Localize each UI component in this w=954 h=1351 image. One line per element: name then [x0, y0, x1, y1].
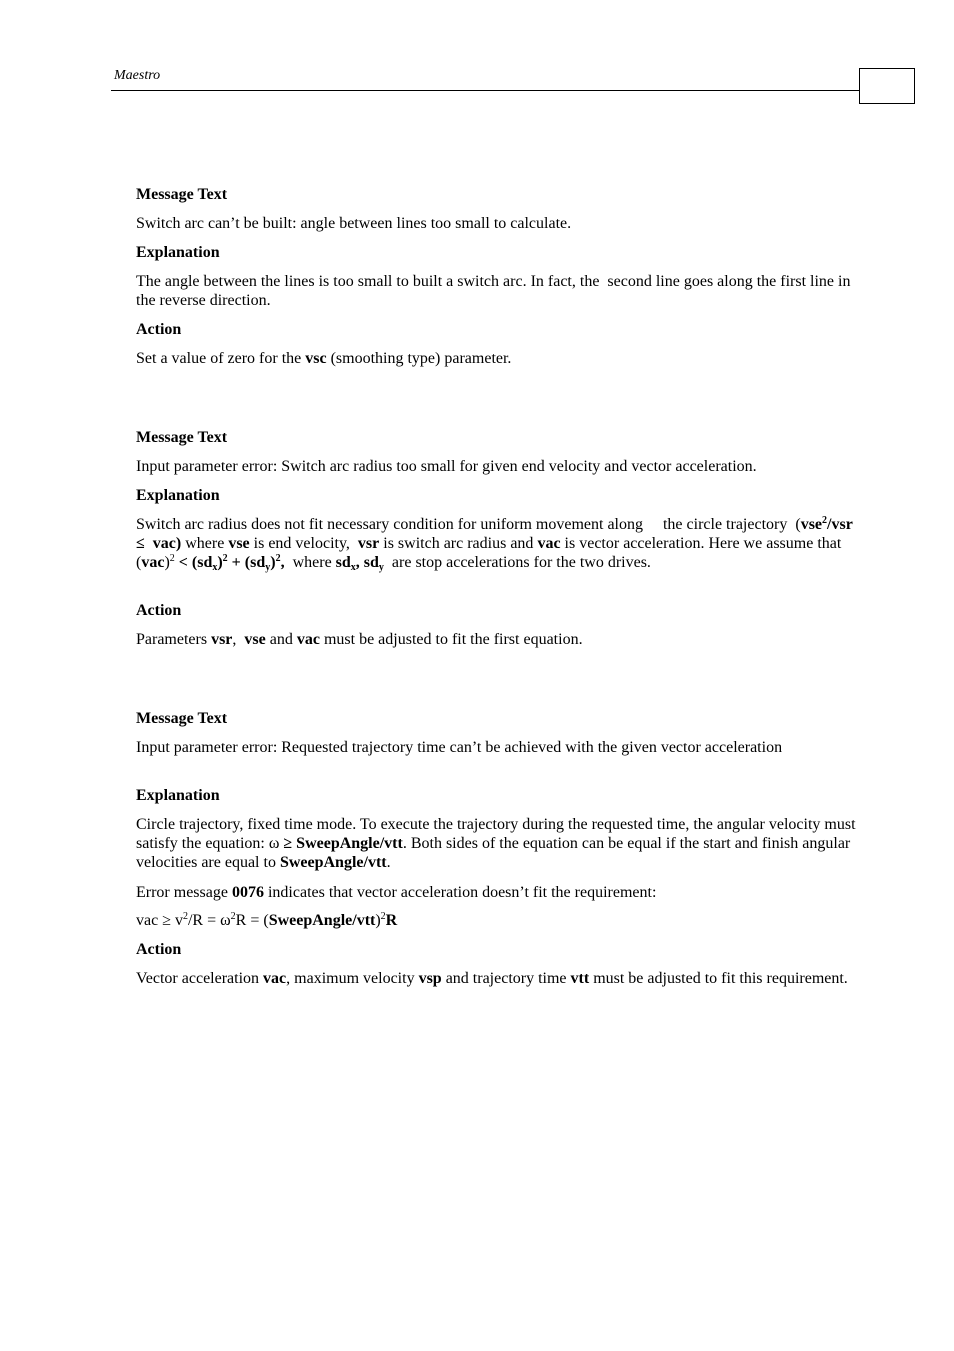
error-message-text: Error message 0076 indicates that vector acceleration doesn’t fit the requirement: — [136, 884, 657, 901]
action-text: Vector acceleration vac, maximum velocity vsp and trajectory time vtt must be adjusted to fit this requirement. — [136, 970, 848, 987]
formula: vac ≥ $v^2/R = \omega^2R$ = (SweepAngle/vtt)$^2$R — [136, 911, 398, 929]
explanation-text: Switch arc radius does not fit necessary condition for uniform movement along the circle trajectory (vse$^2$/vsr ≤ vac) where vse is end velocity, vsr is switch arc radius and vac is vector acceleration. Here we assume that $(vac)^2 < (sd_x)^2 + (sd_y)^2$, where $sd_x$, $sd_y$ are stop accelerations for the two drives. — [136, 515, 857, 573]
message-text-heading: Message Text — [136, 710, 228, 727]
explanation-heading: Explanation — [136, 487, 220, 504]
action-text: Set a value of zero for the vsc (smoothing type) parameter. — [136, 350, 512, 367]
explanation-text: The angle between the lines is too small to built a switch arc. In fact, the second line goes along the first line in the reverse direction. — [136, 273, 855, 309]
message-text-heading: Message Text — [136, 186, 228, 203]
action-text: Parameters vsr, vse and vac must be adjusted to fit the first equation. — [136, 631, 583, 648]
explanation-heading: Explanation — [136, 787, 220, 804]
message-text: Input parameter error: Switch arc radius too small for given end velocity and vector acceleration. — [136, 458, 757, 475]
explanation-heading: Explanation — [136, 244, 220, 261]
action-heading: Action — [136, 321, 182, 338]
message-text-heading: Message Text — [136, 429, 228, 446]
page-number-box — [859, 68, 915, 104]
message-text: Input parameter error: Requested trajectory time can’t be achieved with the given vector acceleration — [136, 739, 783, 756]
explanation-text: Circle trajectory, fixed time mode. To execute the trajectory during the requested time, the angular velocity must satisfy the equation: ω ≥ SweepAngle/vtt. Both sides of the equation can be equal if the start and finish angular velocities are equal to SweepAngle/vtt. — [136, 816, 860, 871]
header-title: Maestro — [114, 68, 161, 83]
action-heading: Action — [136, 602, 182, 619]
header-rule — [111, 90, 859, 91]
message-text: Switch arc can’t be built: angle between lines too small to calculate. — [136, 215, 572, 232]
action-heading: Action — [136, 941, 182, 958]
